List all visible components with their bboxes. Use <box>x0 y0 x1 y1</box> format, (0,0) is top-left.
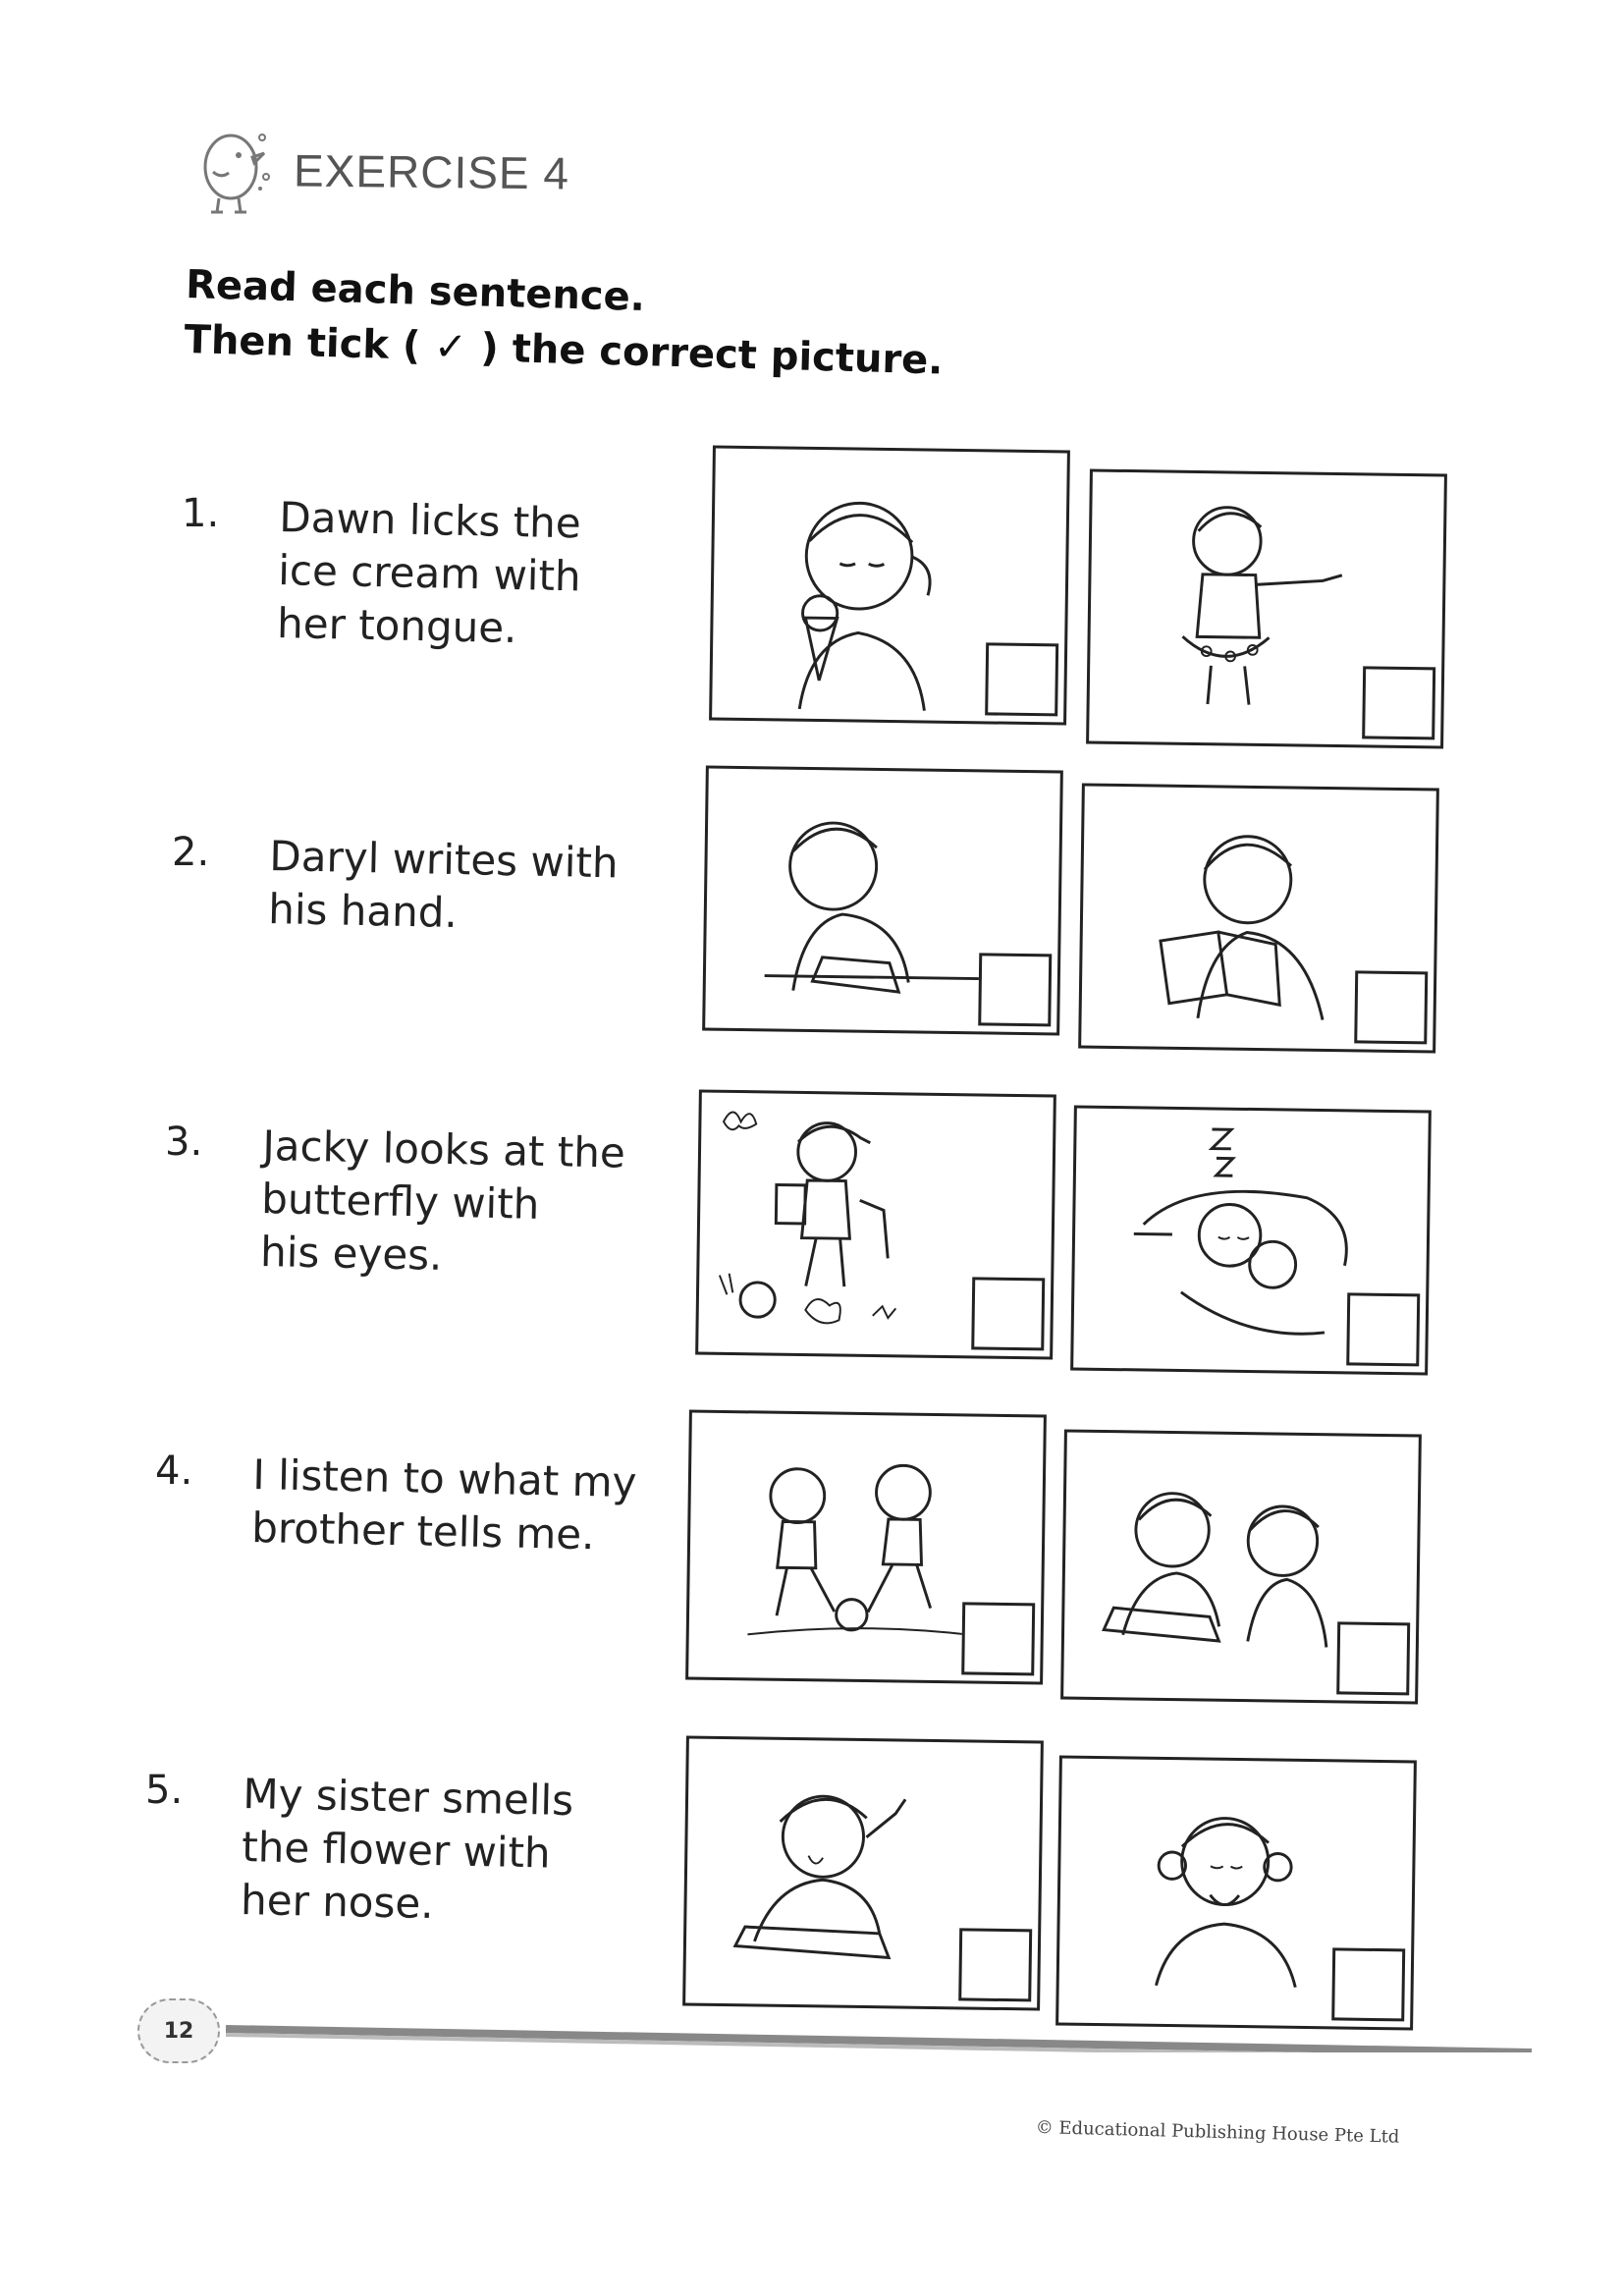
bird-mascot-icon <box>191 118 280 226</box>
tick-box[interactable] <box>1336 1621 1410 1695</box>
tick-box[interactable] <box>1331 1947 1405 2021</box>
tick-box[interactable] <box>1346 1292 1420 1366</box>
sentence-line: Jacky looks at the <box>261 1121 626 1177</box>
instruction-line: Read each sentence. <box>185 261 646 321</box>
sentence-line: Daryl writes with <box>268 831 620 888</box>
question-sentence <box>277 491 692 659</box>
tick-box[interactable] <box>1354 970 1428 1044</box>
picture-option-3b <box>1070 1105 1432 1375</box>
question-number: 1. <box>182 491 220 536</box>
question-number: 4. <box>155 1449 193 1494</box>
sentence-line: My sister smells <box>242 1769 574 1826</box>
sentence-line: her tongue. <box>276 598 517 653</box>
instructions <box>184 257 946 389</box>
tick-box[interactable] <box>978 953 1052 1026</box>
tick-box[interactable] <box>958 1928 1032 2001</box>
tick-box[interactable] <box>1362 666 1435 739</box>
question-sentence <box>251 1449 666 1563</box>
picture-option-2a <box>702 765 1063 1035</box>
question-number: 5. <box>145 1768 184 1813</box>
tick-box[interactable] <box>985 642 1058 716</box>
picture-option-1b <box>1086 468 1447 748</box>
tick-box[interactable] <box>971 1277 1045 1350</box>
picture-option-2b <box>1078 783 1439 1053</box>
footer-rule <box>226 2023 1532 2052</box>
sentence-line: butterfly with <box>260 1174 540 1229</box>
picture-option-3a <box>695 1089 1056 1359</box>
picture-option-5b <box>1055 1755 1417 2030</box>
page-number: 12 <box>137 1998 220 2063</box>
exercise-title: EXERCISE 4 <box>293 144 570 199</box>
sentence-line: I listen to what my <box>251 1449 637 1507</box>
sentence-line: ice cream with <box>277 545 582 601</box>
tick-box[interactable] <box>961 1602 1035 1675</box>
question-sentence <box>241 1768 656 1936</box>
picture-option-4a <box>685 1409 1047 1684</box>
exercise-header <box>191 118 569 226</box>
sentence-line: her nose. <box>240 1875 435 1929</box>
picture-option-1a <box>709 445 1070 725</box>
picture-option-5a <box>682 1735 1044 2010</box>
instruction-line: Then tick ( ✓ ) the correct picture. <box>184 316 945 384</box>
sentence-line: brother tells me. <box>250 1503 595 1559</box>
question-number: 3. <box>165 1120 203 1165</box>
picture-option-4b <box>1060 1429 1422 1704</box>
sentence-line: his hand. <box>267 884 459 938</box>
sentence-line: the flower with <box>241 1822 552 1878</box>
sentence-line: his eyes. <box>259 1227 443 1280</box>
question-sentence <box>260 1120 676 1287</box>
question-sentence <box>268 830 682 945</box>
copyright-notice: © Educational Publishing House Pte Ltd <box>1035 2117 1400 2148</box>
question-number: 2. <box>172 830 210 875</box>
sentence-line: Dawn licks the <box>278 492 582 548</box>
